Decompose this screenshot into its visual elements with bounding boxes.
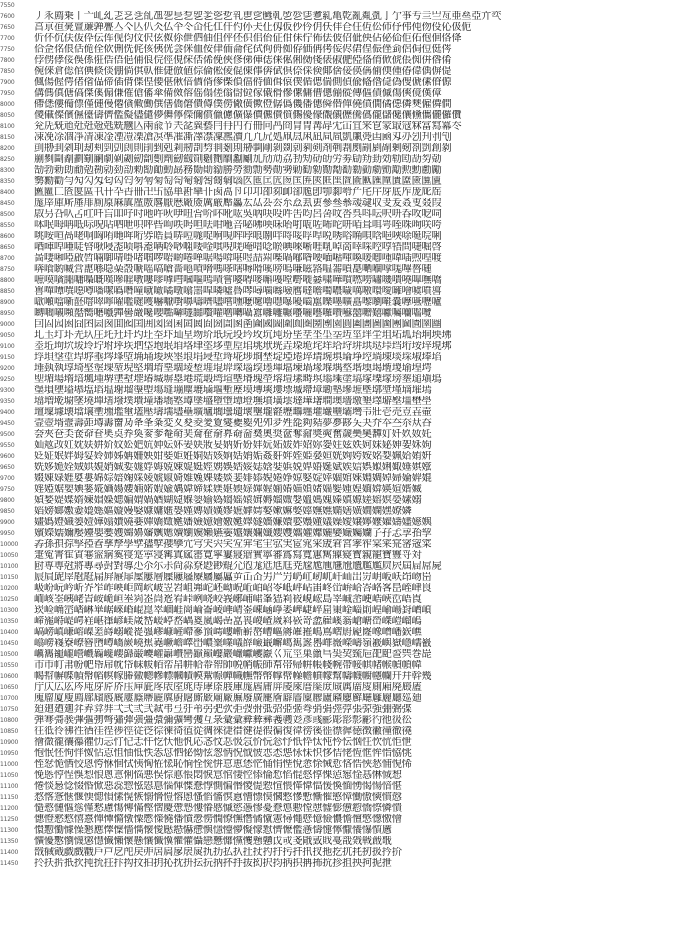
row-glyph-sequence: 崹崺崻崼崿嵀嵁嵂嵃嵄嵅嵆嵈嵉嵍嵎嵏嵐嵑嵒嵓嵔嵕嵖嵗嵙嵚嵜嵞嵟嵠嵡嵢嵣嵤嵥嵦嵧嵨 (34, 616, 422, 627)
row-glyph-sequence: 悗悘悙悜悞悡悢悤悥悧悩悪悮悰悳悵悶悷悹悺悽悾悿惀惁惂惃惄惇惈惉惌惍惎惏惐惒 (34, 770, 402, 781)
row-glyph-sequence: 塣塤塦塧塨塩塪塭塮塯塰塱塲塳塴塵塶塷塸塹塺塻塼塽塿墂墄墆墇墈墊墋墌墍墎墏墐墑墔墕 (34, 385, 432, 396)
row-glyph-sequence: 幆幇幈幉幊幋幍幎幏幐幑幒幓幖幗幘幙幚幜幝幟幠幣幤幥幦幧幨幩幪幫幬幭幮幰幱幵幷幹幾 (34, 671, 432, 682)
row-code-label: 8950 (0, 310, 15, 317)
row-glyph-sequence: 孨孫孭孮孯孲孴孶孷學孹孻孼孾孿宂宆宊宍宎宐宑宒宔宖実宧宨宩宬宭宮宯宱宲宷宺宻宼寀 (34, 539, 432, 550)
glyph-row (0, 715, 700, 726)
row-code-label: 9300 (0, 387, 15, 394)
glyph-row (0, 572, 700, 583)
glyph-row (0, 528, 700, 539)
row-code-label: 10050 (0, 552, 19, 559)
row-code-label: 11300 (0, 827, 19, 834)
row-glyph-sequence: 庁庂広庅庈庉庌庍庎庒庘庛庝庡庢庣庤庨庩庪庫庬庮庯庰庱庲庴庺庻庼庽庿廀廁廂廃廄廅 (34, 682, 422, 693)
row-code-label: 11000 (0, 761, 19, 768)
glyph-row (0, 132, 700, 143)
row-glyph-sequence: 婬婭婮婯婰婱婲婳婸婹婻婼婽婾媀媁媂媃媄媅媆媇媈媉媊媋媌媍媎媏媐媑媓媔媕媖媗媘媙 (34, 484, 422, 495)
row-glyph-sequence: 壇壈壉壊壋壌壍壎壏壐壒壓壔壖壗壘壙壚壛壜壝壞壟壠壡壢壣壥壦壧壨壩壪壭壯壱売壴壵壷 (34, 407, 432, 418)
glyph-row (0, 385, 700, 396)
row-glyph-sequence: 寁寃寈寉寊寋寍寎寏寑寔寕寖寗寘寙寚寛寜寠寢寣實寧審寪寫寬寭寯寱寲寳寴寵寶寷寽対 (34, 550, 422, 561)
row-glyph-sequence: 噷噸噹噺噽噾噿嚀嚁嚂嚃嚄嚇嚈嚉嚊嚋嚌嚍嚐嚑嚒嚔嚕嚖嚗嚘嚙嚚嚛嚜嚝嚞嚟嚠嚡嚢嚤嚥嚦嚧 (34, 297, 442, 308)
glyph-row (0, 781, 700, 792)
row-glyph-sequence: 巁巂巃巄巆巇巈巉巊巋巌巎巏巐巑巒巓巔巕巖巗巘巙巚巜巟巠巣巤巪巬巭巰巵巶巸巹巺巻巼 (34, 649, 432, 660)
glyph-row (0, 495, 700, 506)
glyph-row (0, 583, 700, 594)
row-glyph-sequence: 囙囜囥囦囧囨囩囪囬囮囯囲図囶囷囸囻囼圀圁圂圅圇國圌圍圎圏圐圑園圓圔圕圖圗團圙圚圛圝 (34, 319, 442, 330)
row-glyph-sequence: 佮佱佲佷佸佹佺佽侀侁侂侅侇侊侌侎侐侒侓侕侖侘侙侚侜侞侟価侢侤侫侭侰侱侲侳侴侶侷侸侹侺 (34, 44, 452, 55)
glyph-row (0, 803, 700, 814)
row-code-label: 8400 (0, 189, 15, 196)
row-glyph-sequence: 峏峐峑峓峔峕峖峗峘峚峛峜峝峞峟峠峢峣峧峩峫峬峮峯峱峲峳峴峵島峷峸峹峺峼峽峾峿崀 (34, 594, 422, 605)
glyph-row (0, 286, 700, 297)
row-glyph-sequence: 嫍嫎嫏嫐嫑嫓嫕嫗嫙嫚嫛嫝嫞嫟嫢嫤嫥嫧嫨嫪嫬嫭嫮嫯嫰嫲嫳嫴嫵嫶嫷嫸嫹嫺嫻嫼嫽嫾 (34, 506, 412, 517)
row-glyph-sequence: 愗愘愙愜愝愞愢愪愫愰愱愵愶愷愹慁慅慆慉慏慐慒慓慔慖慗慘慙慚慛慜慞慟慠慡慣慤 (34, 792, 402, 803)
row-code-label: 9100 (0, 343, 15, 350)
row-glyph-sequence: 廹廻廼廽弅弆弇弉弌弍弎弐弒弔弖弙弚弜弝弞弡弢弣弤弨弫弬弮弰弲弳弴張弶強弸弻弽 (34, 704, 412, 715)
row-glyph-sequence: 嬪嬫嬬嬭嬮嬯嬰嬱嬳嬵嬶嬸嬹嬺嬻嬼嬽嬾嬿孁孂孃孄孅孆孇孈孉孊孋孌孍孎孏孒孖孞孠孡孧 (34, 528, 432, 539)
row-glyph-sequence: 嚩嚪嚫嚬嚭嚮嚰嚱嚲嚳嚴嚵嚶嚸嚹嚺嚻嚽嚾嚿囀囁囂囃囄囅囆囇囈囉囋囌囍囎囏囐囑囒囓囕 (34, 308, 432, 319)
row-code-label: 10600 (0, 673, 19, 680)
glyph-row (0, 198, 700, 209)
glyph-row (0, 44, 700, 55)
row-code-label: 9200 (0, 365, 15, 372)
row-glyph-sequence: 墖増墘墛墜墝墠墡墢墣墤墥墦墧墪墫墬墭墮墯墰墱墲墳墴墵墶墷墸墹墺墻墽墾墿壀壂壃壄壆 (34, 396, 432, 407)
row-glyph-sequence: 嗻嗼嗿嘂嘃嘄嘅嘆嘇嘊嘋嘍嘐嘑嘒嘓嘔嘕嘖嘗嘙嘚嘜嘝嘠嘡嘢嘥嘦嘨嘩嘪嘫嘮嘯嘰嘳嘵嘷嘸嘺 (34, 275, 442, 286)
row-code-label: 8500 (0, 211, 15, 218)
glyph-row (0, 660, 700, 671)
row-code-label: 8050 (0, 112, 15, 119)
glyph-row (0, 231, 700, 242)
glyph-row (0, 792, 700, 803)
row-code-label: 9700 (0, 475, 15, 482)
row-glyph-sequence: 剻剼剾劀劃劅劆劇劋劌劎劏劐劑劒劔劕劖劗劘劙劚劜劤劥劦劧劮劯劰労劵劶劷劸効劺劻劼劽勀 (34, 154, 442, 165)
row-code-label: 8750 (0, 266, 15, 273)
glyph-row (0, 154, 700, 165)
row-glyph-sequence: 巿帀帄帇帉帊帋帍帎帒帓帗帞帟帠帡帢帣帤帥帨帩帪師帬帯帰帲帳帴帵帶帹帺帾帿幀幁幃 (34, 660, 422, 671)
glyph-row (0, 737, 700, 748)
glyph-row (0, 759, 700, 770)
glyph-row (0, 88, 700, 99)
glyph-row (0, 825, 700, 836)
glyph-row (0, 66, 700, 77)
row-code-label: 9050 (0, 332, 15, 339)
row-code-label: 7850 (0, 68, 15, 75)
row-glyph-sequence: 叞叧叴叺叾叿吀吂吅吇吋吔吘吙吚吜吢吤吥吪吰吳吶吷吺吽吿呁呂呄呅呇呉呌呍呎呏呑呚呝呞 (34, 209, 442, 220)
row-glyph-sequence: 堲堳場堶堷堸堹堺堻堼堽堾堿塀塁塂塃塅塆塇塈塉塊塋塎塏塐塒塓塕塖塗塙塚塛塜塝塟塠塡塢 (34, 374, 442, 385)
row-code-label: 8650 (0, 244, 15, 251)
glyph-row (0, 242, 700, 253)
row-glyph-sequence: 彺彽彾彿徃徆徍徎徏徑従徔徖徚徛徝從徟徠徢徣徤徥徦徧復徫徬徯徰徱徲徳徴徶徸徹徺 (34, 726, 412, 737)
glyph-row (0, 99, 700, 110)
row-code-label: 10300 (0, 607, 19, 614)
row-code-label: 9650 (0, 464, 15, 471)
glyph-row (0, 594, 700, 605)
row-code-label: 10200 (0, 585, 19, 592)
glyph-row (0, 110, 700, 121)
row-code-label: 10500 (0, 651, 19, 658)
row-glyph-sequence: 惓惔惖惗惙惛惞惡惢惣惤惥惪惱惲惵惷惸惻惼惽惾惿愂愃愄愅愇愊愋愌愐愑愒愓愔愖 (34, 781, 402, 792)
glyph-row (0, 176, 700, 187)
glyph-row (0, 330, 700, 341)
row-code-label: 9250 (0, 376, 15, 383)
row-code-label: 9350 (0, 398, 15, 405)
row-glyph-sequence: 伒伓伔伕伖伜伝伡伣伨伩伬伭伮伱伳伵伷伹伻伾伿佀佁佂佄佅佇佈佉佊佋佌佒佔佖佡佢佦佨佪佫佭 (34, 33, 462, 44)
row-glyph-sequence: 唒唓唕唖唗唘唙唚唜唝唞唟唡唥唦唨唩唫唭唲唴唵唶唸唹唺唻唽啀啂啅啇啈啋啌啍啎問啑啒啓 (34, 242, 442, 253)
glyph-row (0, 462, 700, 473)
row-code-label: 9900 (0, 519, 15, 526)
glyph-row (0, 143, 700, 154)
row-glyph-sequence: 嶖嶗嶘嶚嶛嶜嶞嶟嶠嶡嶢嶣嶤嶥嶦嶧嶨嶩嶪嶫嶬嶭嶮嶯嶰嶱嶲嶳嶴嶵嶶嶸嶹嶺嶻嶼嶽嶾嶿巀 (34, 638, 432, 649)
glyph-row (0, 77, 700, 88)
row-glyph-sequence: 扵扷扸扺扻扽抁抂抃抅抆抇抈抋抌抍抎抏抐抔抙抜抝択抣抦抧抩抪抭抮抯抰抲抳抴 (34, 858, 392, 869)
glyph-row (0, 220, 700, 231)
row-code-label: 11450 (0, 860, 19, 867)
row-code-label: 10100 (0, 563, 19, 570)
row-glyph-sequence: 亯亰亱亴亶亷亸亹亼亽亾仈仌仏仐仒仚仛仜仠仢仦仧仩仭仮仯仱仴仸仹仺仼仾伀伂伃伄伅伆伇伈伋伌 (34, 22, 472, 33)
glyph-row (0, 649, 700, 660)
row-glyph-sequence: 偑偒偓偔偖偗偘偙偛偝偞偟偠偡偢偣偤偦偧偨偩偪偫偭偮偯偰偱偲偳側偵偸偹偺偼偽傁傂傃傄傆 (34, 77, 452, 88)
row-glyph-sequence: 喯喰喲喴営喸喺喼喿嗀嗁嗂嗃嗆嗇嗈嗊嗋嗎嗏嗐嗕嗗嗘嗙嗚嗛嗞嗠嗢嗧嗩嗭嗮嗰嗱嗴嗶嗸嗹 (34, 264, 432, 275)
glyph-row (0, 473, 700, 484)
row-glyph-sequence: 儍儎儏儐儑儓儔儕儖儗儘儙儚儛儜儝儞償儠儢儣儤儥儦儧儨儩優儫儬儭儮儯儰儱儲儳儴儵儶儷儸儹 (34, 110, 462, 121)
row-glyph-sequence: 丿乑廌乗丨亠乢乣乤乥乧乨乪乫乬乭乮乯乲乴乵乶乷乸乹乺乻乼乽乿亀亁亂亃亄亅亇亊亐亖亗亙亜亝亞亣亪 (34, 11, 502, 22)
row-glyph-sequence: 屒屓屔屖屗屘屚屛屜屝屟屢層屧屨屩屪屫屬屭屰屲屳屴屵屶屷屸屻屼屽屾岀岃岄岅岆岇岉岊 (34, 572, 432, 583)
row-glyph-sequence: 匶匷匸匼匽區卂卄卆卋卌卍卐協単卙卛卝卥卨卪卬卭卲卶卹卻卼卽卾厀厁厃厇厈厊厎厏厐厑厒 (34, 187, 442, 198)
glyph-row (0, 682, 700, 693)
glyph-row (0, 638, 700, 649)
row-code-label: 10550 (0, 662, 19, 669)
glyph-row (0, 847, 700, 858)
row-code-label: 11400 (0, 849, 19, 856)
row-glyph-sequence: 戩戫戭戱戲戵戶戸戹戺戻戼扂扄扅扆扊扏扐払扖扗扙扚扜扝扞扟扠扡扢扤扥扨扱扲扴 (34, 847, 402, 858)
row-glyph-sequence: 嘼嘽嘾噀噁噂噃噄噅噆噇噈噉噊噋噏噐噑噒噓噕噖噚噛噝噞噟噠噡噣噥噦噧噭噮噯噰噲噳噴噵 (34, 286, 442, 297)
row-glyph-sequence: 姺姼姽姾娀娂娊娋娍娎娏娐娒娔娕娖娗娙娚娛娝娞娡娢娤娦娧娨娪娫娬娭娮娯娰娳娵娷娸娹 (34, 462, 432, 473)
row-glyph-sequence: 嵪嵭嵮嵰嵱嵲嵳嵵嵶嵷嵸嵹嵺嵻嵼嵽嵾嵿嶀嶁嶃嶄嶅嶆嶇嶈嶉嶊嶋嶌嶍嶎嶏嶐嶑嶒嶓嶔嶕 (34, 627, 422, 638)
row-glyph-sequence: 坴坵坸坹坺坽坾坿垀垁垇垈垉垊垍垎垏垐垑垔垕垖垗垘垙垚垜垝垞垟垥垨垪垬垯垰垱垳垵垶垷垹 (34, 341, 452, 352)
row-glyph-sequence: 壸壺壻壼壽壾壿夀夁夃夅夆夈変夊夋夌夎夐夑夒夓夗夘夛夝夞夠夡夢夣夦夨夬夰夲夳夵夶夻 (34, 418, 432, 429)
row-glyph-sequence: 娺娻娽娾娿婁婂婃婄婅婇婈婋婌婍婎婏婐婑婒婓婔婖婗婘婙婛婜婝婞婟婠婡婣婤婥婦婨婩婫 (34, 473, 432, 484)
row-code-label: 8300 (0, 167, 15, 174)
row-code-label: 10800 (0, 717, 19, 724)
glyph-row (0, 517, 700, 528)
row-glyph-sequence: 嫿嬀嬁嬂嬃嬄嬅嬆嬇嬈嬊嬋嬌嬍嬎嬏嬐嬑嬒嬓嬔嬕嬘嬙嬚嬛嬜嬝嬞嬟嬠嬡嬢嬣嬤嬥嬦嬧嬨嬩 (34, 517, 432, 528)
glyph-row (0, 858, 700, 869)
row-glyph-sequence: 弾弿彁彂彃彄彅彆彇彈彉彊彋彌彍彎彏彑彔彙彚彛彜彞彟彠彣彥彧彨彫彮彯彲彴彵彶彸 (34, 715, 412, 726)
row-glyph-sequence: 徻徾徿忀忁忂忇忈忊忋忎忓忔忕忚忛応忞忟忢忣忥忦忨忩忬忯忰忲忳忴忶忷忹忺忼怇怈 (34, 737, 412, 748)
row-code-label: 8200 (0, 145, 15, 152)
row-code-label: 9600 (0, 453, 15, 460)
glyph-row (0, 396, 700, 407)
row-code-label: 10250 (0, 596, 19, 603)
glyph-row (0, 187, 700, 198)
row-code-label: 7950 (0, 90, 15, 97)
glyph-row (0, 550, 700, 561)
row-code-label: 10700 (0, 695, 19, 702)
row-code-label: 8450 (0, 200, 15, 207)
row-glyph-sequence: 勂勃勅勆勈勊勌勍勎勏勑勓勔動勗務勚勛勜勝勞勠勡勢勣勥勦勧勨勩勪勫勬勭勮勯勱勲勳勴勵 (34, 165, 442, 176)
row-glyph-sequence: 廆廇廈廋廌廍廎廏廐廔廕廗廘廙廚廜廝廞廟廠廡廢廣廤廥廦廧廩廫廬廭廮廯廰廱廲廳廵廸 (34, 693, 422, 704)
row-code-label: 10400 (0, 629, 19, 636)
glyph-row (0, 814, 700, 825)
row-code-label: 9850 (0, 508, 15, 515)
row-glyph-sequence: 呠呡呣呥呧呩呪呫呬呭呮呯呰呴呹呺呾呿咁咃咅咇咈咉咊咍咑咓咗咘咜咞咟咠咡咢咥咮咰咲咵 (34, 220, 442, 231)
row-code-label: 9500 (0, 431, 15, 438)
glyph-row (0, 627, 700, 638)
row-code-label: 7550 (0, 2, 15, 9)
glyph-row (0, 363, 700, 374)
row-code-label: 8250 (0, 156, 15, 163)
glyph-row (0, 726, 700, 737)
row-glyph-sequence: 僀僁僂僃僄僅僆僈僊僋僌働僎僐僑僒僓僔僕僗僘僙僛僜僝僞僟僠僡僢僣僤僥僨僩僪僫僯僰僱僲僴 (34, 99, 452, 110)
row-code-label: 11100 (0, 783, 19, 790)
glyph-row (0, 253, 700, 264)
row-glyph-sequence: 厖厗厙厛厜厞厠厡厤厧厪厫厬厭厯厰厱厲厳厴厵厷厸厹厺厼厽厾叀參叄叅叆叇収叏叐叒叓叕叚 (34, 198, 442, 209)
row-glyph-sequence: 崁崄崅崈崉崊崋崌崍崏崐崑崒崓崕崗崘崙崚崜崝崟崠崡崢崣崥崨崪崫崬崯崰崱崲崳崵崶崷崸 (34, 605, 432, 616)
row-glyph-sequence: 圠圡圢圤圥圦圧圫圱圲圴圵圶圷圸圼圽圿坁坃坄坅坆坈坉坋坒坓坔坕坖坘坙坢坣坥坧坬坮坰坱坲 (34, 330, 452, 341)
glyph-row (0, 429, 700, 440)
row-code-label: 8850 (0, 288, 15, 295)
glyph-row (0, 352, 700, 363)
row-glyph-sequence: 侼侽侾俀俁係俇俈俉俋俌俍俒俓俔俕俖俙俛俠俢俤俥俧俫俬俰俲俴俵俶俷俹俻俼俽俿倀倁倂倃倄 (34, 55, 452, 66)
row-code-label: 8100 (0, 123, 15, 130)
row-glyph-sequence: 啚啛啝啞啟啠啢啣啨啩啫啯啰啱啲啳啴啹啺啽啿喅喆喌喍喎喐喒喓喕喖喗喚喛喞喠喡喢喣喤喥 (34, 253, 442, 264)
row-glyph-sequence: 垺垻垼垽垾垿埀埁埄埅埆埇埈埉埊埌埍埐埑埓埖埗埛埜埞埡埢埣埥埦埧埨埩埪埫埬埮埰埱埲埳 (34, 352, 442, 363)
row-code-label: 9450 (0, 420, 15, 427)
glyph-row (0, 418, 700, 429)
row-glyph-sequence: 怉怋怌怐怑怓怗怘怚怞怟怢怣怤怬怭怮怰怱怲怳怴怶怷怸怹怺怽怾恀恄恅恆恇恈恉恊恌 (34, 748, 412, 759)
row-code-label: 10900 (0, 739, 19, 746)
row-code-label: 10850 (0, 728, 19, 735)
row-glyph-sequence: 刯刱刲刴刵刼刾剄剅剆則剈剉剋剎剏剒剓剕剗剘剙剚剛剝剟剠剢剣剤剦剨剫剬剭剮剰剱剳剴創剶 (34, 143, 452, 154)
glyph-row (0, 297, 700, 308)
row-code-label: 9400 (0, 409, 15, 416)
glyph-row (0, 561, 700, 572)
glyph-row (0, 165, 700, 176)
row-code-label: 10950 (0, 750, 19, 757)
row-glyph-sequence: 埵埶執埻埼埾埿堁堃堄堅堈堉堊堌堎堏堐堒堓堔堖堗堘堚堛堜堝堟堢堣堥堦堧堨堩堫堬堭堮 (34, 363, 432, 374)
glyph-row (0, 33, 700, 44)
glyph-row (0, 539, 700, 550)
row-code-label: 7900 (0, 79, 15, 86)
glyph-row (0, 341, 700, 352)
glyph-row (0, 451, 700, 462)
row-code-label: 9950 (0, 530, 15, 537)
row-code-label: 11250 (0, 816, 19, 823)
row-code-label: 7750 (0, 46, 15, 53)
row-code-label: 8550 (0, 222, 15, 229)
row-code-label: 7650 (0, 24, 15, 31)
row-code-label: 10350 (0, 618, 19, 625)
glyph-row (0, 374, 700, 385)
glyph-row (0, 484, 700, 495)
row-code-label: 8600 (0, 233, 15, 240)
row-code-label: 8350 (0, 178, 15, 185)
glyph-row (0, 407, 700, 418)
glyph-row (0, 671, 700, 682)
glyph-row (0, 748, 700, 759)
row-code-label: 10750 (0, 706, 19, 713)
row-glyph-sequence: 倇倈倉倊倌倎倐倓倗倘倛倝倠倢倣値倧倫倯倰倱倲倳倴倵倶倷倸倹倻倽倿偀偁偂偄偅偆偉偊偋偍 (34, 66, 452, 77)
row-code-label: 11050 (0, 772, 19, 779)
row-code-label: 10450 (0, 640, 19, 647)
glyph-row (0, 264, 700, 275)
row-code-label: 10650 (0, 684, 19, 691)
row-glyph-sequence: 咷咹咺咼咾哃哅哊哋哖哘哛哠員哢哣哤哫哬哯哰哱哴哵哶哷哸哹哻哾唀唂唃唄唅唈唊唋唌唍唎 (34, 231, 442, 242)
glyph-row (0, 506, 700, 517)
row-code-label: 9000 (0, 321, 15, 328)
row-glyph-sequence: 勶勷勸勻勼勽匁匂匃匄匇匉匊匋匌匎匑匒匓匔匘匛匜匞匟匢匤匥匧匨匩匫匬匭匯匰匱匲匳匴匵 (34, 176, 442, 187)
row-code-label: 11200 (0, 805, 19, 812)
row-code-label: 8800 (0, 277, 15, 284)
glyph-row (0, 693, 700, 704)
row-glyph-sequence: 傋傌傎傏傐傑傒傓傔傕傖傗傘備傚傛傜傝傞傟傠傡傢傤傦傪傫傭傮傯傰傱傳傴債傶傷傸傹傼傽 (34, 88, 442, 99)
row-glyph-sequence: 慥慦慩慪慫慬慭慮慯慱慲慳慴慶慸慹慺慻慼慽慾慿憀憂憃憄憅憆憇憈憉憊憌憍憏憐憒 (34, 803, 402, 814)
row-glyph-sequence: 凁凂凃凅凈凊凍凎凐凒凓凔凕凖凗凘凙凚凜凞凟凢凣凥処凧凨凩凪凬凮凱凲凴凷凾刄刅刉刋刌刏 (34, 132, 452, 143)
row-code-label: 9150 (0, 354, 15, 361)
glyph-row (0, 11, 700, 22)
row-code-label: 8900 (0, 299, 15, 306)
glyph-row (0, 121, 700, 132)
glyph-row (0, 22, 700, 33)
glyph-row (0, 616, 700, 627)
row-code-label: 9550 (0, 442, 15, 449)
row-glyph-sequence: 懭懮懯懰懱懲懳懴懶懷懸懹懺懻懼懽懾戀戁戂戃戄戅戇戉戓戔戙戜戝戞戠戣戦戧戨 (34, 836, 392, 847)
glyph-row (0, 319, 700, 330)
row-glyph-sequence: 恎恏恑恓恔恖恗恘恛恜恞恟恠恡恥恦恮恱恲恴恵恷恾悀悁悂悅悆悇悈悊悋悎悏悐悑悓悕 (34, 759, 412, 770)
row-code-label: 9750 (0, 486, 15, 493)
row-glyph-sequence: 姂姃姄姅姆姇姈姉姊姌姍姎姏姕姖姙姛姞姟姠姡姢姤姦姧姩姪姫姭姮姯姰姱姲姳姴姵姶姷姸 (34, 451, 432, 462)
glyph-row (0, 440, 700, 451)
glyph-row (0, 308, 700, 319)
row-code-label: 8000 (0, 101, 15, 108)
row-code-label: 11150 (0, 794, 19, 801)
glyph-row (0, 209, 700, 220)
row-code-label: 7700 (0, 35, 15, 42)
glyph-row (0, 275, 700, 286)
row-code-label: 7800 (0, 57, 15, 64)
glyph-row (0, 704, 700, 715)
row-glyph-sequence: 媜媝媞媟媠媡媢媣媤媥媦媧媨媩媫媬媭媮媯媰媱媴媶媷媹媺媻媼媽媿嫀嫃嫄嫅嫆嫇嫈嫊嫋 (34, 495, 422, 506)
glyph-row (0, 55, 700, 66)
glyph-row (0, 836, 700, 847)
row-code-label: 10000 (0, 541, 19, 548)
row-glyph-sequence: 兊兏兓兘兙兛兝兞兟兤兦兩兪兯兲兺兾兿冃冄円冇冊冋冎冏冐冑冓冔冘冚冝冞冟冡冣冦冧冨冩冪冭 (34, 121, 462, 132)
row-glyph-sequence: 夽夾夿奀奃奅奆奊奌奍奐奒奓奙奛奜奝奞奟奡奣奤奦奧奨奩奪奫奬奭奮奯奰奱奲奵奷奺奻奼 (34, 429, 432, 440)
row-code-label: 8700 (0, 255, 15, 262)
row-code-label: 11350 (0, 838, 19, 845)
glyph-row (0, 770, 700, 781)
row-glyph-sequence: 懁懃懄懅懆懇應懌懍懎懏懐懓懕懖懗懘懙懚懛懜懝懞懟懠懡懢懣懤懥懧懨懩懪懫懬 (34, 825, 392, 836)
row-code-label: 9800 (0, 497, 15, 504)
glyph-row (0, 0, 700, 11)
row-glyph-sequence: 尀専尃尅將專尋尌對導尐尒尓尗尙尛尞尟尠尡尣尦尨尩尪尫尭尮尯尰尲尳尵尶尷屃屄屆屇屌屍 (34, 561, 442, 572)
row-code-label: 10150 (0, 574, 19, 581)
row-glyph-sequence: 岋岎岏岒岓岕岝岞岟岠岡岤岥岦岧岨岪岮岯岰岲岴岶岹岺岻岼岾峀峂峃峅峆峇峈峉峊峌峍峎 (34, 583, 432, 594)
row-glyph-sequence: 憓憕憖憗憘憙憚憛憜憞憟憠憡憢憣憤憥憦憪憭憮憯憰憱憲憳憴憵憶憸憹憺憻憼憽憿懀 (34, 814, 402, 825)
row-glyph-sequence: 奾奿妀妅妉妋妌妎妏妐妑妔妕妘妚妛妜妝妟妠妡妢妦妧妬妭妰妱妳妴妵妶妷妸妺妼妽妿姀姁 (34, 440, 432, 451)
row-code-label: 7600 (0, 13, 15, 20)
row-code-label: 8150 (0, 134, 15, 141)
glyph-row (0, 605, 700, 616)
